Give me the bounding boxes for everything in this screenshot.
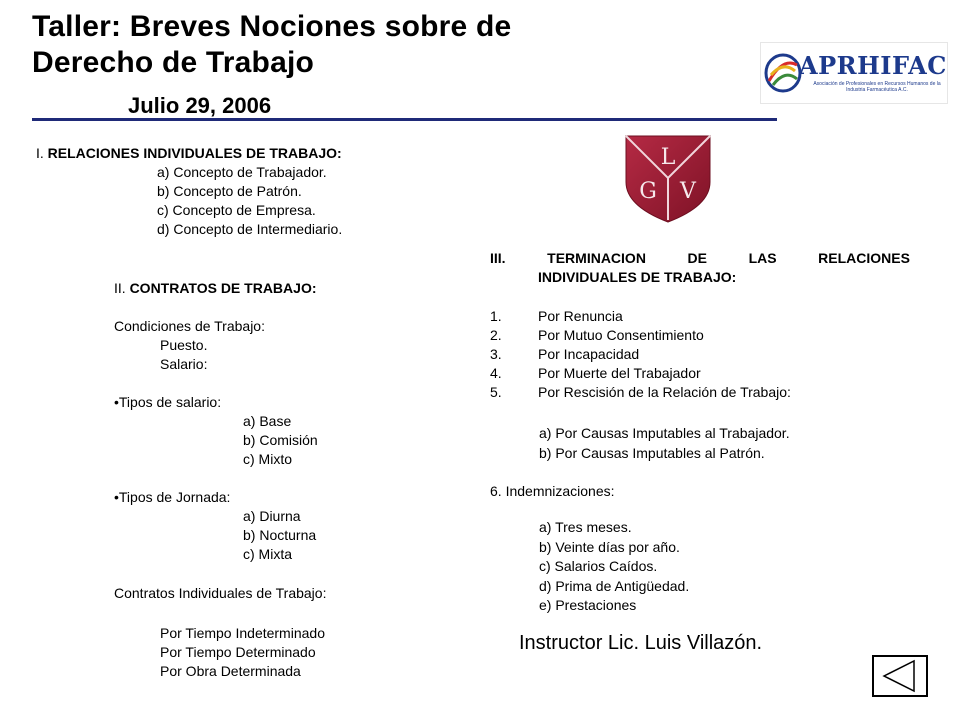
list-item [490,345,791,364]
item-text: Por Muerte del Trabajador [538,365,701,381]
heading-word: RELACIONES [818,250,910,266]
list-item: Salario: [160,356,208,372]
list-item: d) Concepto de Intermediario. [157,221,343,237]
list-item [490,364,791,383]
list-item: a) Concepto de Trabajador. [157,164,327,180]
previous-slide-button[interactable] [872,655,928,697]
section-3-heading-line-1 [490,249,910,268]
contracts-label: Contratos Individuales de Trabajo: [114,585,327,601]
section-1-heading [36,144,342,163]
list-item: b) Concepto de Patrón. [157,183,302,199]
item-text: Por Incapacidad [538,346,640,362]
section-1-list [157,163,342,239]
logo-tagline: Asociación de Profesionales en Recursos Humanos de la Industria Farmacéutica A.C. [813,81,941,93]
salary-types-label: •Tipos de salario: [114,394,222,410]
list-item: c) Mixta [243,546,292,562]
list-item [490,326,791,345]
list-item: e) Prestaciones [539,597,637,613]
list-item: a) Por Causas Imputables al Trabajador. [539,425,790,441]
rescision-list [539,423,790,463]
list-item: b) Por Causas Imputables al Patrón. [539,445,765,461]
shield-letter-g: G [639,179,657,204]
list-item: c) Concepto de Empresa. [157,202,316,218]
list-item: a) Base [243,413,292,429]
contracts-list [160,624,325,681]
conditions-label: Condiciones de Trabajo: [114,318,265,334]
list-item [490,307,791,326]
list-item: Por Obra Determinada [160,663,301,679]
list-item: b) Nocturna [243,527,317,543]
header-divider [32,118,777,121]
date-label: Julio 29, 2006 [128,93,272,118]
item-number: 4. [490,365,502,381]
list-item [490,383,791,402]
jornada-types-list [243,507,316,564]
list-item: c) Mixto [243,451,292,467]
heading-word: DE [687,250,707,266]
shield-letter-v: V [680,179,696,204]
aprhifac-logo [760,42,948,104]
section-2-prefix: II. [114,280,126,296]
list-item: b) Comisión [243,432,318,448]
item-number: 3. [490,346,502,362]
page-title-line-2: Derecho de Trabajo [32,46,315,79]
item-number: 5. [490,384,502,400]
page-title-line-1: Taller: Breves Nociones sobre de [32,10,512,43]
heading-word: LAS [748,250,777,266]
section-3-prefix: III. [490,250,506,266]
list-item: Puesto. [160,337,208,353]
shield-letter-l: L [660,145,676,170]
item-text: Por Rescisión de la Relación de Trabajo: [538,384,791,400]
salary-types-list [243,412,318,469]
back-arrow-icon [874,657,926,695]
indemnizaciones-label: 6. Indemnizaciones: [490,483,615,499]
list-item: b) Veinte días por año. [539,538,680,555]
item-number: 1. [490,308,502,324]
list-item: d) Prima de Antigüedad. [539,577,690,594]
list-item: a) Tres meses. [539,519,632,535]
lgv-shield-icon [624,134,712,224]
list-item: Por Tiempo Indeterminado [160,625,325,641]
item-text: Por Renuncia [538,308,623,324]
section-2-title: CONTRATOS DE TRABAJO: [129,280,317,296]
list-item: a) Diurna [243,508,301,524]
indemnizaciones-list [539,518,689,616]
list-item: c) Salarios Caídos. [539,558,658,574]
section-1-prefix: I. [36,145,44,161]
heading-word: TERMINACION [547,250,646,266]
section-2-heading [114,279,317,298]
conditions-list [160,336,207,374]
logo-emblem-icon [763,51,803,95]
logo-name: APRHIFAC [799,51,947,80]
jornada-types-label: •Tipos de Jornada: [114,489,231,505]
section-3-heading-line-2: INDIVIDUALES DE TRABAJO: [538,269,737,285]
termination-list [490,307,791,402]
section-1-title: RELACIONES INDIVIDUALES DE TRABAJO: [47,145,342,161]
list-item: Por Tiempo Determinado [160,644,316,660]
instructor-credit: Instructor Lic. Luis Villazón. [519,632,763,654]
item-text: Por Mutuo Consentimiento [538,327,704,343]
item-number: 2. [490,327,502,343]
